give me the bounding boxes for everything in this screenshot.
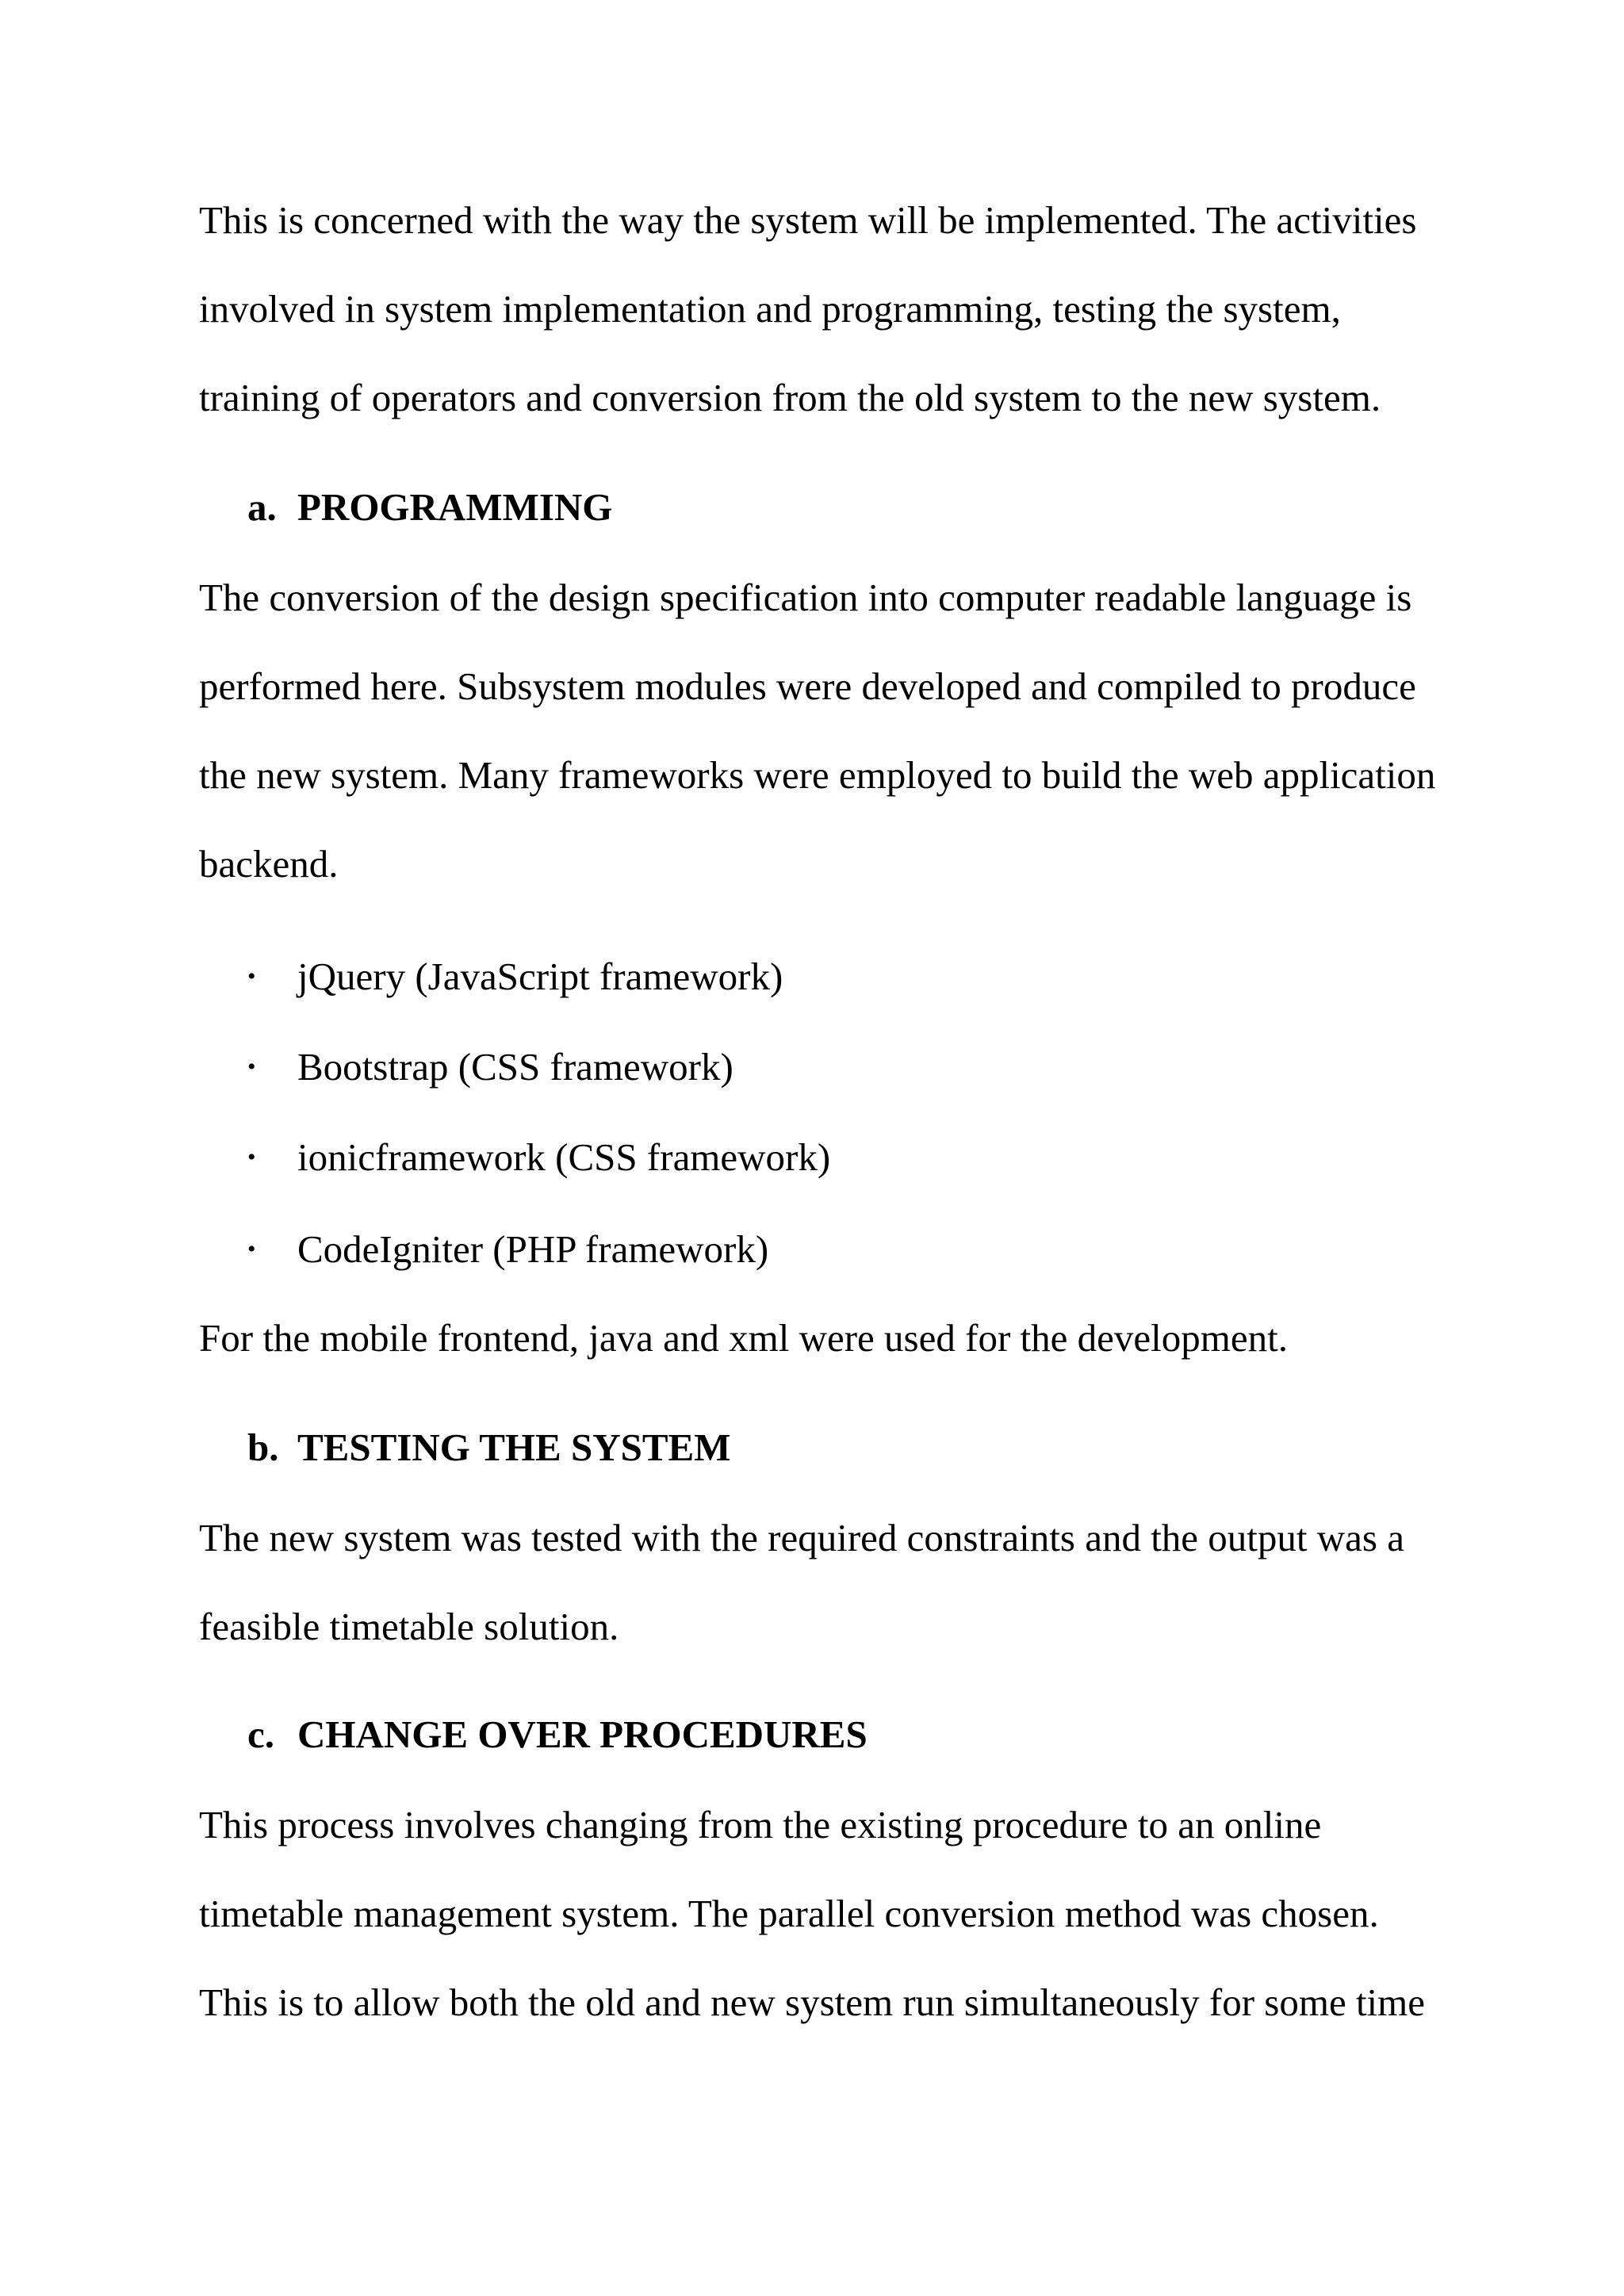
section-c-title: CHANGE OVER PROCEDURES (297, 1712, 868, 1756)
section-a-closing: For the mobile frontend, java and xml were used for the development. (199, 1316, 1288, 1360)
section-b-marker: b. (247, 1425, 279, 1469)
section-c-line-1: This process involves changing from the existing procedure to an online (199, 1803, 1322, 1846)
section-c-marker: c. (247, 1712, 274, 1756)
list-item (247, 1134, 830, 1181)
section-c-line-2: timetable management system. The parallel conversion method was chosen. (199, 1892, 1379, 1935)
bullet-icon: • (247, 963, 256, 989)
list-item-label: Bootstrap (CSS framework) (297, 1045, 733, 1089)
intro-line-2: involved in system implementation and programming, testing the system, (199, 287, 1341, 331)
section-a-heading (247, 484, 612, 531)
bullet-icon: • (247, 1054, 256, 1080)
list-item-label: jQuery (JavaScript framework) (297, 955, 783, 998)
section-a-marker: a. (247, 485, 277, 529)
section-a-line-3: the new system. Many frameworks were employed to build the web application (199, 753, 1436, 797)
intro-line-1: This is concerned with the way the system will be implemented. The activities (199, 198, 1417, 242)
section-a-line-1: The conversion of the design specification into computer readable language is (199, 576, 1412, 619)
list-item (247, 1226, 768, 1273)
bullet-icon: • (247, 1236, 256, 1262)
list-item (247, 953, 783, 1001)
section-b-line-2: feasible timetable solution. (199, 1605, 619, 1648)
section-b-line-1: The new system was tested with the required constraints and the output was a (199, 1516, 1404, 1559)
list-item (247, 1043, 733, 1091)
section-a-line-4: backend. (199, 842, 339, 886)
intro-line-3: training of operators and conversion from the old system to the new system. (199, 376, 1381, 419)
list-item-label: ionicframework (CSS framework) (297, 1135, 831, 1179)
list-item-label: CodeIgniter (PHP framework) (297, 1227, 769, 1271)
section-b-heading (247, 1424, 730, 1471)
bullet-icon: • (247, 1144, 256, 1170)
section-a-line-2: performed here. Subsystem modules were developed and compiled to produce (199, 664, 1416, 708)
section-c-heading (247, 1711, 868, 1758)
section-c-line-3: This is to allow both the old and new system run simultaneously for some time (199, 1980, 1426, 2024)
section-a-title: PROGRAMMING (297, 485, 613, 529)
section-b-title: TESTING THE SYSTEM (297, 1425, 731, 1469)
